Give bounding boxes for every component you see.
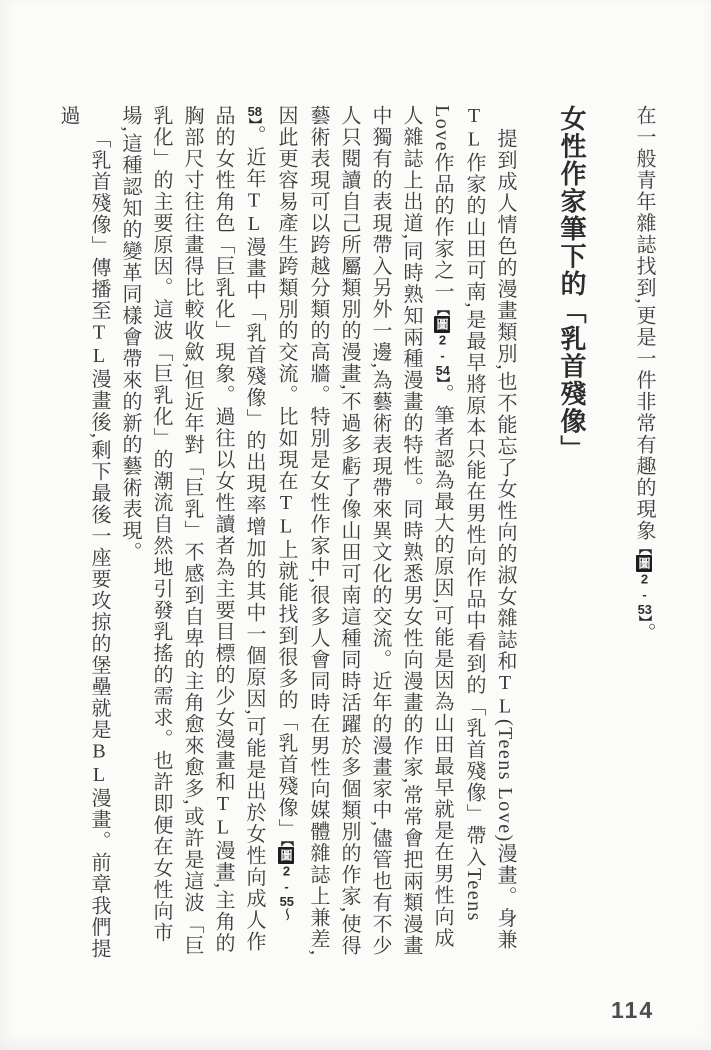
figure-ref-number: 54 <box>435 363 450 377</box>
paragraph-intro <box>628 105 660 961</box>
figure-ref-number: 58 <box>247 105 262 118</box>
latin-upright: BL <box>88 740 110 788</box>
paragraph-body <box>114 105 520 961</box>
text-run: 。 <box>633 622 655 644</box>
text-run: 漫畫。前章我們提過 <box>57 105 110 960</box>
figure-ref-hyphen: - <box>435 348 450 364</box>
text-run: 在一般青年雜誌找到,更是一件非常有趣的現象 <box>633 105 655 542</box>
figure-ref-hyphen: - <box>279 879 294 895</box>
figure-ref-number: 53 <box>637 602 652 616</box>
figure-ref-number: 2 <box>637 571 652 587</box>
figure-ref-tilde: 〜 <box>279 907 294 921</box>
figure-icon: 圖 <box>435 318 449 331</box>
figure-ref-number: 2 <box>279 863 294 879</box>
latin-upright: TL <box>275 492 297 539</box>
text-run: (Teens Love)漫畫。身兼 <box>494 719 516 951</box>
latin-upright: TL <box>212 793 234 840</box>
text-run: 漫畫中「乳首殘像」的出現率增加的其中一個原因,可能是出於女性向成人作品的女性角色「巨乳化」現象。過往以女性讀者為主要目標的少女漫畫和 <box>212 105 265 953</box>
text-run: 提到成人情色的漫畫類別,也不能忘了女性向的淑女雜誌和 <box>494 128 516 672</box>
figure-ref-open-bracket: 【 <box>279 840 294 847</box>
latin-upright: TL <box>463 105 485 152</box>
figure-ref-open-bracket: 【 <box>435 302 450 317</box>
figure-ref-number: 2 <box>435 332 450 349</box>
latin-upright: TL <box>494 672 516 719</box>
figure-ref-number: 55 <box>279 894 294 908</box>
figure-icon: 圖 <box>637 557 651 570</box>
figure-ref-hyphen: - <box>637 587 652 603</box>
figure-ref-close-bracket: 】 <box>637 615 652 623</box>
vertical-text-block <box>52 105 660 961</box>
text-run: 上就能找到很多的「乳首殘像」 <box>275 539 297 840</box>
text-run: 。筆者認為最大的原因,可能是因為山田最早就是在男性向成人雜誌上出道,同時熟知兩種漫畫的特性。同時熟悉男女性向漫畫的作家,常常會把兩類漫畫中獨有的表現帶入另外一邊,為藝術表現帶來異文化的交流。近年的漫畫家中,儘管也有不少人只閱讀自己所屬類別的漫畫,不過多虧了像山田可南這種同時活躍於多個類別的作家,使得藝術表現可以跨越分類的高牆。特別是女性作家中,很多人會同時在男性向媒體雜誌上兼差,因此更容易產生跨類別的交流。比如現在 <box>275 105 453 957</box>
latin-upright: TL <box>243 189 265 237</box>
figure-icon: 圖 <box>279 849 293 862</box>
latin-rotated: Teens Love <box>431 105 485 922</box>
text-run: 漫畫後,剩下最後一座要攻掠的堡壘就是 <box>88 368 110 741</box>
paragraph-closing <box>52 105 114 961</box>
page-number: 114 <box>611 997 655 1023</box>
figure-ref-close-bracket: 】 <box>247 118 262 125</box>
latin-upright: TL <box>88 321 110 369</box>
text-run: 作家的山田可南,是最早將原本只能在男性向作品中看到的「乳首殘像」帶入 <box>463 152 485 868</box>
text-run: 漫畫,主角的胸部尺寸往往畫得比較收斂,但近年對「巨乳」不感到自卑的主角愈來愈多,或許是這波「巨乳化」的主要原因。這波「巨乳化」的潮流自然地引發乳搖的需求。也許即便在女性向市場,這種認知的變革同樣會帶來的新的藝術表現。 <box>119 105 234 957</box>
text-run: 作品的作家之一 <box>431 152 453 303</box>
figure-ref-open-bracket: 【 <box>637 541 652 555</box>
section-heading: 女性作家筆下的「乳首殘像」 <box>557 105 587 463</box>
figure-ref-close-bracket: 】 <box>435 376 450 384</box>
text-run: 「乳首殘像」傳播至 <box>88 128 110 322</box>
text-run: 。近年 <box>243 125 265 190</box>
